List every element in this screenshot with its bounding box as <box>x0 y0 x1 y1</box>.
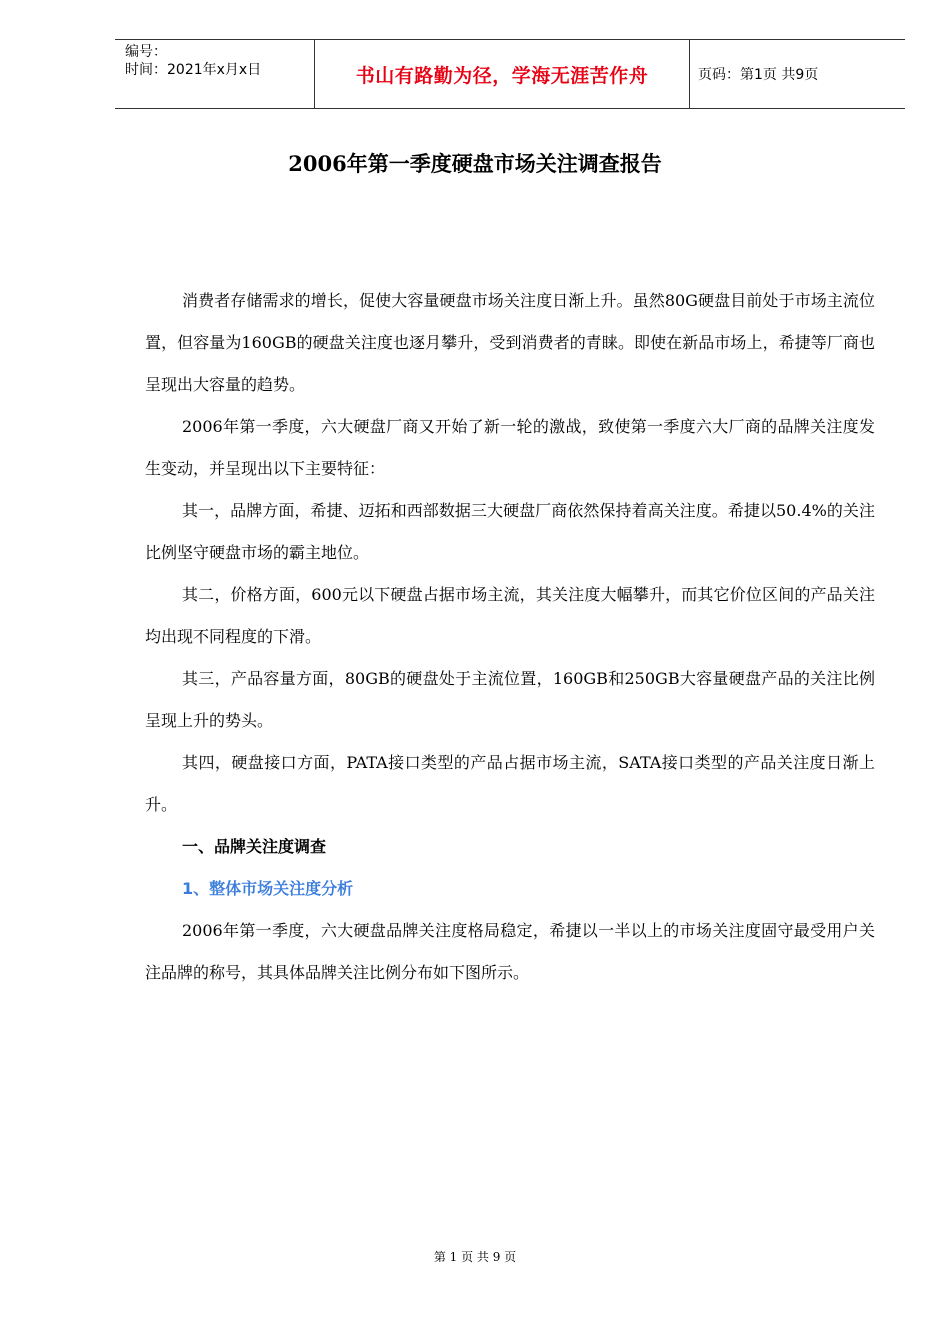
section-heading: 一、品牌关注度调查 <box>182 837 327 856</box>
paragraph: 2006年第一季度，六大硬盘厂商又开始了新一轮的激战，致使第一季度六大厂商的品牌关注度发生变动，并呈现出以下主要特征： <box>145 417 875 478</box>
paragraph: 2006年第一季度，六大硬盘品牌关注度格局稳定，希捷以一半以上的市场关注度固守最受用户关注品牌的称号，其具体品牌关注比例分布如下图所示。 <box>145 921 875 982</box>
header-meta <box>115 40 315 108</box>
header-time-label: 时间：2021年x月x日 <box>125 62 262 78</box>
page-header <box>115 39 905 109</box>
paragraph: 其二，价格方面，600元以下硬盘占据市场主流，其关注度大幅攀升，而其它价位区间的产品关注均出现不同程度的下滑。 <box>145 585 875 646</box>
document-title: 2006年第一季度硬盘市场关注调查报告 <box>288 151 662 176</box>
header-page-info: 页码：第1页 共9页 <box>698 67 819 83</box>
paragraph: 其一，品牌方面，希捷、迈拓和西部数据三大硬盘厂商依然保持着高关注度。希捷以50.4%的关注比例坚守硬盘市场的霸主地位。 <box>145 501 875 562</box>
paragraph: 其四，硬盘接口方面，PATA接口类型的产品占据市场主流，SATA接口类型的产品关注度日渐上升。 <box>145 753 875 814</box>
header-number-label: 编号： <box>125 44 167 60</box>
page-footer: 第 1 页 共 9 页 <box>433 1250 517 1264</box>
header-motto: 书山有路勤为径，学海无涯苦作舟 <box>315 40 690 108</box>
paragraph: 消费者存储需求的增长，促使大容量硬盘市场关注度日渐上升。虽然80G硬盘目前处于市场主流位置，但容量为160GB的硬盘关注度也逐月攀升，受到消费者的青睐。即使在新品市场上，希捷等厂商也呈现出大容量的趋势。 <box>145 291 875 394</box>
paragraph: 其三，产品容量方面，80GB的硬盘处于主流位置，160GB和250GB大容量硬盘产品的关注比例呈现上升的势头。 <box>145 669 875 730</box>
document-body <box>145 280 875 994</box>
subsection-heading: 1、整体市场关注度分析 <box>182 879 354 898</box>
